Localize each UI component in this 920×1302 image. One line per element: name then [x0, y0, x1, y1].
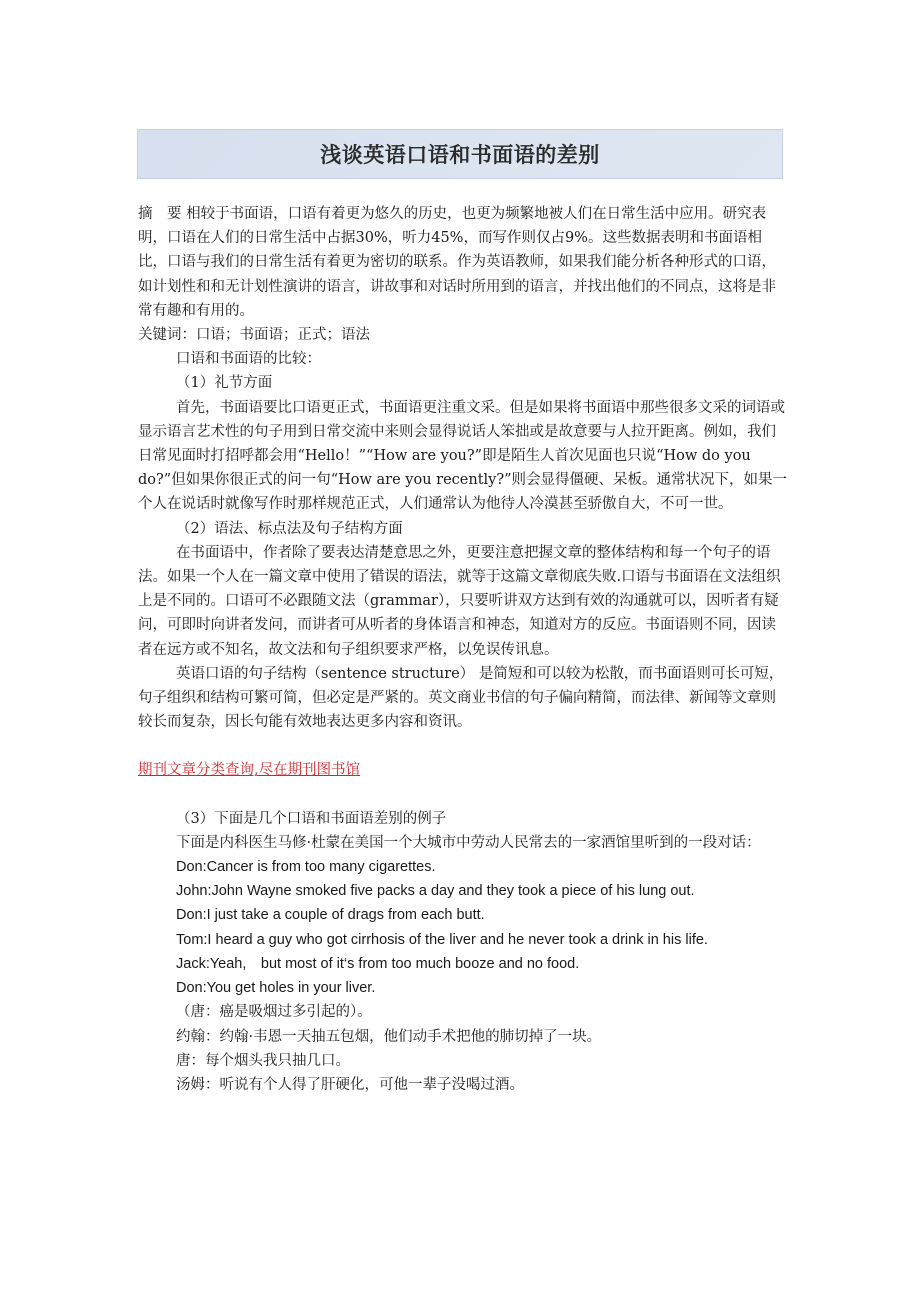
- section2-paragraph-1: 在书面语中，作者除了要表达清楚意思之外，更要注意把握文章的整体结构和每一个句子的语法。如果一个人在一篇文章中使用了错误的语法，就等于这篇文章彻底失败.口语与书面语在文法组织上是不同的。口语可不必跟随文法（grammar），只要听讲双方达到有效的沟通就可以，因听者有疑问，可即时向讲者发问，而讲者可从听者的身体语言和神态，知道对方的反应。书面语则不同，因读者在远方或不知名，故文法和句子组织要求严格，以免误传讯息。: [138, 544, 781, 658]
- dialogue-line: John:John Wayne smoked five packs a day and they took a piece of his lung out.: [176, 883, 695, 900]
- dialogue-line: Jack:Yeah, but most of it‘s from too much booze and no food.: [176, 955, 580, 972]
- dialogue-line: Don:I just take a couple of drags from each butt.: [176, 907, 485, 924]
- section2-heading: （2）语法、标点法及句子结构方面: [176, 520, 403, 537]
- dialogue-line: Don:Cancer is from too many cigarettes.: [176, 859, 436, 876]
- comparison-heading: 口语和书面语的比较：: [176, 351, 321, 368]
- article-body: [138, 202, 788, 1097]
- spacer: [138, 734, 788, 758]
- journal-link[interactable]: 期刊文章分类查询,尽在期刊图书馆: [138, 762, 361, 779]
- dialogue-line: Don:You get holes in your liver.: [176, 980, 376, 997]
- page-title: 浅谈英语口语和书面语的差别: [320, 142, 600, 167]
- dialogue-translation-line: 唐：每个烟头我只抽几口。: [176, 1052, 350, 1069]
- keywords-line: 关键词：口语；书面语；正式；语法: [138, 327, 370, 344]
- section1-heading: （1）礼节方面: [176, 375, 273, 392]
- section3-intro: 下面是内科医生马修·杜蒙在美国一个大城市中劳动人民常去的一家酒馆里听到的一段对话：: [176, 834, 761, 851]
- dialogue-line: Tom:I heard a guy who got cirrhosis of the liver and he never took a drink in his life.: [176, 931, 708, 948]
- title-banner: [137, 129, 783, 179]
- section2-paragraph-2: 英语口语的句子结构（sentence structure） 是简短和可以较为松散，而书面语则可长可短，句子组织和结构可繁可简，但必定是严紧的。英文商业书信的句子偏向精简，而法律、新闻等文章则较长而复杂，因长句能有效地表达更多内容和资讯。: [138, 665, 784, 731]
- spacer: [138, 783, 788, 807]
- dialogue-translation-line: 汤姆：听说有个人得了肝硬化，可他一辈子没喝过酒。: [176, 1076, 524, 1093]
- section3-heading: （3）下面是几个口语和书面语差别的例子: [176, 810, 447, 827]
- abstract-paragraph: 摘 要 相较于书面语，口语有着更为悠久的历史，也更为频繁地被人们在日常生活中应用。研究表明，口语在人们的日常生活中占据30%，听力45%，而写作则仅占9%。这些数据表明和书面语相比，口语与我们的日常生活有着更为密切的联系。作为英语教师，如果我们能分析各种形式的口语，如计划性和和无计划性演讲的语言，讲故事和对话时所用到的语言，并找出他们的不同点，这将是非常有趣和有用的。: [138, 206, 776, 319]
- dialogue-translation-line: 约翰：约翰·韦恩一天抽五包烟，他们动手术把他的肺切掉了一块。: [176, 1028, 602, 1045]
- section1-paragraph: 首先，书面语要比口语更正式，书面语更注重文采。但是如果将书面语中那些很多文采的词语或显示语言艺术性的句子用到日常交流中来则会显得说话人笨拙或是故意要与人拉开距离。例如，我们日常见面时打招呼都会用“Hello！”“How are you?”即是陌生人首次见面也只说“How do you do?”但如果你很正式的问一句“How are you recently?”则会显得僵硬、呆板。通常状况下，如果一个人在说话时就像写作时那样规范正式，人们通常认为他待人冷漠甚至骄傲自大，不可一世。: [138, 399, 788, 513]
- dialogue-translation-line: （唐：癌是吸烟过多引起的）。: [176, 1004, 372, 1021]
- journal-link-line: [138, 758, 788, 782]
